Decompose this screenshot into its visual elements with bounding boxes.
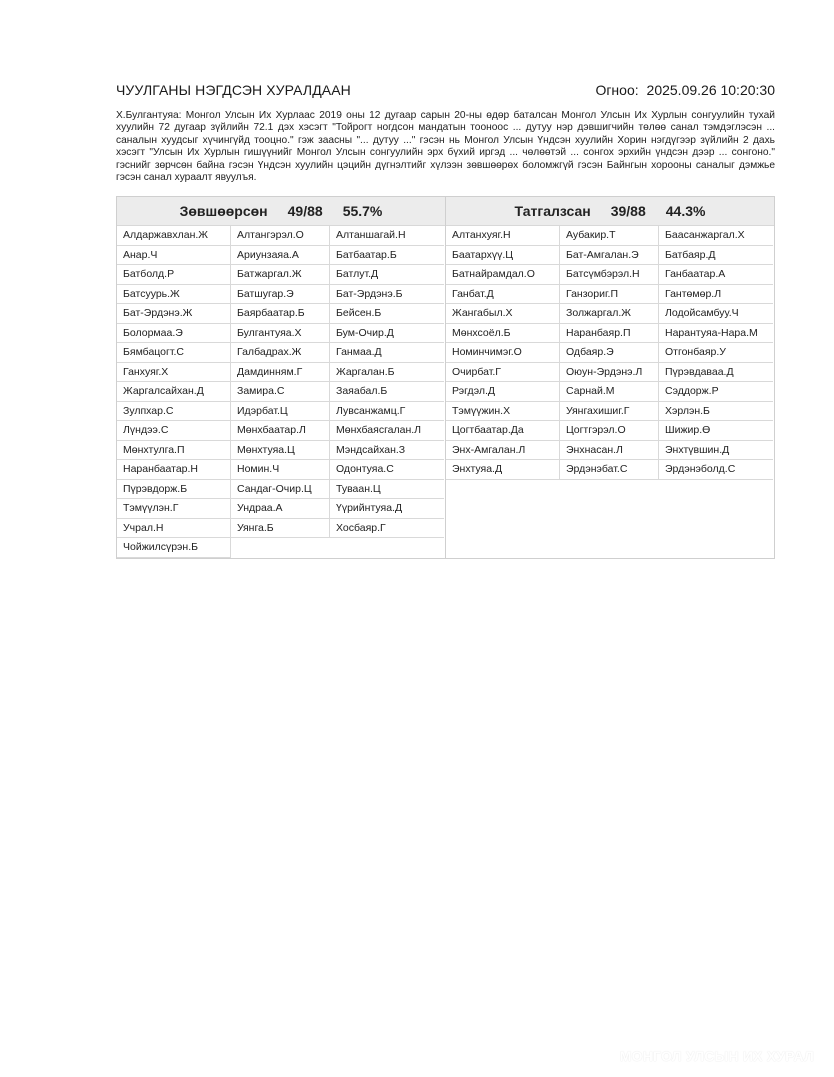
reject-member-name: Батбаяр.Д xyxy=(659,246,773,266)
approve-label: Зөвшөөрсөн xyxy=(179,203,268,219)
approve-member-name: Уянга.Б xyxy=(231,519,330,539)
approve-member-name: Хосбаяр.Г xyxy=(330,519,444,539)
reject-member-name: Уянгахишиг.Г xyxy=(560,402,659,422)
approve-member-name: Мөнхбаясгалан.Л xyxy=(330,421,444,441)
approve-member-name: Ундраа.А xyxy=(231,499,330,519)
reject-member-name: Отгонбаяр.У xyxy=(659,343,773,363)
approve-member-name: Мөнхтуяа.Ц xyxy=(231,441,330,461)
approve-member-name: Пүрэвдорж.Б xyxy=(117,480,231,500)
approve-member-name: Ганхуяг.Х xyxy=(117,363,231,383)
approve-header xyxy=(117,197,445,226)
approve-member-name: Сандаг-Очир.Ц xyxy=(231,480,330,500)
approve-member-name: Бямбацогт.С xyxy=(117,343,231,363)
approve-member-name: Замира.С xyxy=(231,382,330,402)
reject-member-name: Оюун-Эрдэнэ.Л xyxy=(560,363,659,383)
approve-member-name: Ариунзаяа.А xyxy=(231,246,330,266)
approve-member-name: Жаргалсайхан.Д xyxy=(117,382,231,402)
approve-member-name: Баярбаатар.Б xyxy=(231,304,330,324)
approve-member-name: Алтангэрэл.О xyxy=(231,226,330,246)
approve-member-name: Наранбаатар.Н xyxy=(117,460,231,480)
reject-member-name: Энхнасан.Л xyxy=(560,441,659,461)
approve-member-name: Зулпхар.С xyxy=(117,402,231,422)
reject-member-name: Сарнай.М xyxy=(560,382,659,402)
watermark: МОНГОЛ УЛСЫН ИХ ХУРАЛ xyxy=(619,1048,814,1064)
approve-member-name: Одонтуяа.С xyxy=(330,460,444,480)
reject-member-name: Очирбат.Г xyxy=(446,363,560,383)
reject-member-name: Эрдэнэбат.С xyxy=(560,460,659,480)
reject-member-name: Золжаргал.Ж xyxy=(560,304,659,324)
approve-member-name: Галбадрах.Ж xyxy=(231,343,330,363)
approve-percent: 55.7% xyxy=(342,203,383,219)
reject-percent: 44.3% xyxy=(665,203,706,219)
reject-member-name: Наранбаяр.П xyxy=(560,324,659,344)
approve-member-name: Мөнхбаатар.Л xyxy=(231,421,330,441)
reject-count: 39/88 xyxy=(610,203,646,219)
approve-member-name: Бат-Эрдэнэ.Б xyxy=(330,285,444,305)
reject-member-name: Батнайрамдал.О xyxy=(446,265,560,285)
approve-member-name: Ганмаа.Д xyxy=(330,343,444,363)
vote-report xyxy=(116,82,775,559)
page-title: ЧУУЛГАНЫ НЭГДСЭН ХУРАЛДААН xyxy=(116,82,351,98)
approve-member-name: Булгантуяа.Х xyxy=(231,324,330,344)
reject-member-name: Цогтгэрэл.О xyxy=(560,421,659,441)
motion-description: Х.Булгантуяа: Монгол Улсын Их Хурлаас 2019 оны 12 дугаар сарын 20-ны өдөр баталсан Монгол Улсын Их Хурлын сонгуулийн тухай хуулийн 72 дугаар зүйлийн 72.1 дэх хэсэгт "Тойрогт ногдсон мандатын тооноос ... дутуу нэр дэвшигчийн төлөө санал тэмдэглэсэн ... саналын хуудсыг хүчингүйд тооцно." гэж заасны "... дутуу ..." гэсэн нь Монгол Улсын Үндсэн хуулийн Хорин нэгдүгээр зүйлийн 2 дахь хэсэгт "Улсын Их Хурлын гишүүнийг Монгол Улсын сонгуулийн эрх бүхий иргэд ... чөлөөтэй ... сонгох эрхийн үндсэн дээр ... сонгоно." гэснийг зөрчсөн байна гэсэн Үндсэн хуулийн цэцийн дүгнэлтийг хүлээн зөвшөөрөх боломжгүй гэсэн Байнгын хорооны саналыг дэмжье гэсэн санал хураалт явуулъя. xyxy=(116,110,775,184)
date-stamp xyxy=(595,82,775,98)
reject-member-name: Аубакир.Т xyxy=(560,226,659,246)
date-label: Огноо: xyxy=(595,82,639,98)
reject-member-name: Энх-Амгалан.Л xyxy=(446,441,560,461)
approve-member-name: Батлут.Д xyxy=(330,265,444,285)
approve-member-name: Батжаргал.Ж xyxy=(231,265,330,285)
approve-member-name: Чойжилсүрэн.Б xyxy=(117,538,231,558)
reject-member-name: Сэддорж.Р xyxy=(659,382,773,402)
approve-member-name: Тэмүүлэн.Г xyxy=(117,499,231,519)
approve-member-name: Батшугар.Э xyxy=(231,285,330,305)
reject-member-name: Мөнхсоёл.Б xyxy=(446,324,560,344)
reject-member-name: Цогтбаатар.Да xyxy=(446,421,560,441)
reject-member-name: Пүрэвдаваа.Д xyxy=(659,363,773,383)
approve-member-name: Лүндээ.С xyxy=(117,421,231,441)
approve-member-name: Мөнхтулга.П xyxy=(117,441,231,461)
reject-section xyxy=(446,197,774,558)
approve-member-name: Батболд.Р xyxy=(117,265,231,285)
reject-name-grid xyxy=(446,226,774,480)
report-header xyxy=(116,82,775,102)
reject-member-name: Хэрлэн.Б xyxy=(659,402,773,422)
approve-member-name: Заяабал.Б xyxy=(330,382,444,402)
approve-member-name: Дамдинням.Г xyxy=(231,363,330,383)
approve-member-name: Мэндсайхан.З xyxy=(330,441,444,461)
approve-member-name: Туваан.Ц xyxy=(330,480,444,500)
approve-section xyxy=(117,197,446,558)
reject-header xyxy=(446,197,774,226)
approve-member-name: Номин.Ч xyxy=(231,460,330,480)
reject-member-name: Жангабыл.Х xyxy=(446,304,560,324)
approve-count: 49/88 xyxy=(287,203,323,219)
reject-member-name: Батсүмбэрэл.Н xyxy=(560,265,659,285)
approve-member-name: Анар.Ч xyxy=(117,246,231,266)
reject-member-name: Бат-Амгалан.Э xyxy=(560,246,659,266)
date-value: 2025.09.26 10:20:30 xyxy=(646,82,775,98)
reject-member-name: Алтанхуяг.Н xyxy=(446,226,560,246)
approve-member-name: Батбаатар.Б xyxy=(330,246,444,266)
approve-member-name: Учрал.Н xyxy=(117,519,231,539)
approve-member-name: Идэрбат.Ц xyxy=(231,402,330,422)
reject-member-name: Ганзориг.П xyxy=(560,285,659,305)
reject-member-name: Тэмүүжин.Х xyxy=(446,402,560,422)
reject-member-name: Баатархүү.Ц xyxy=(446,246,560,266)
approve-member-name: Бат-Эрдэнэ.Ж xyxy=(117,304,231,324)
approve-member-name: Лувсанжамц.Г xyxy=(330,402,444,422)
approve-member-name: Жаргалан.Б xyxy=(330,363,444,383)
reject-member-name: Эрдэнэболд.С xyxy=(659,460,773,480)
approve-member-name: Алдаржавхлан.Ж xyxy=(117,226,231,246)
reject-member-name: Гантөмөр.Л xyxy=(659,285,773,305)
reject-label: Татгалзсан xyxy=(514,203,591,219)
approve-member-name: Бум-Очир.Д xyxy=(330,324,444,344)
approve-member-name: Болормаа.Э xyxy=(117,324,231,344)
reject-member-name: Номинчимэг.О xyxy=(446,343,560,363)
reject-member-name: Одбаяр.Э xyxy=(560,343,659,363)
reject-member-name: Лодойсамбуу.Ч xyxy=(659,304,773,324)
reject-member-name: Энхтүвшин.Д xyxy=(659,441,773,461)
approve-member-name: Батсуурь.Ж xyxy=(117,285,231,305)
approve-name-grid xyxy=(117,226,445,558)
vote-tables xyxy=(116,196,775,559)
reject-member-name: Ганбат.Д xyxy=(446,285,560,305)
reject-member-name: Рэгдэл.Д xyxy=(446,382,560,402)
reject-member-name: Шижир.Ө xyxy=(659,421,773,441)
reject-member-name: Баасанжаргал.Х xyxy=(659,226,773,246)
approve-member-name: Бейсен.Б xyxy=(330,304,444,324)
reject-member-name: Энхтуяа.Д xyxy=(446,460,560,480)
reject-member-name: Нарантуяа-Нара.М xyxy=(659,324,773,344)
reject-member-name: Ганбаатар.А xyxy=(659,265,773,285)
approve-member-name: Үүрийнтуяа.Д xyxy=(330,499,444,519)
approve-member-name: Алтаншагай.Н xyxy=(330,226,444,246)
